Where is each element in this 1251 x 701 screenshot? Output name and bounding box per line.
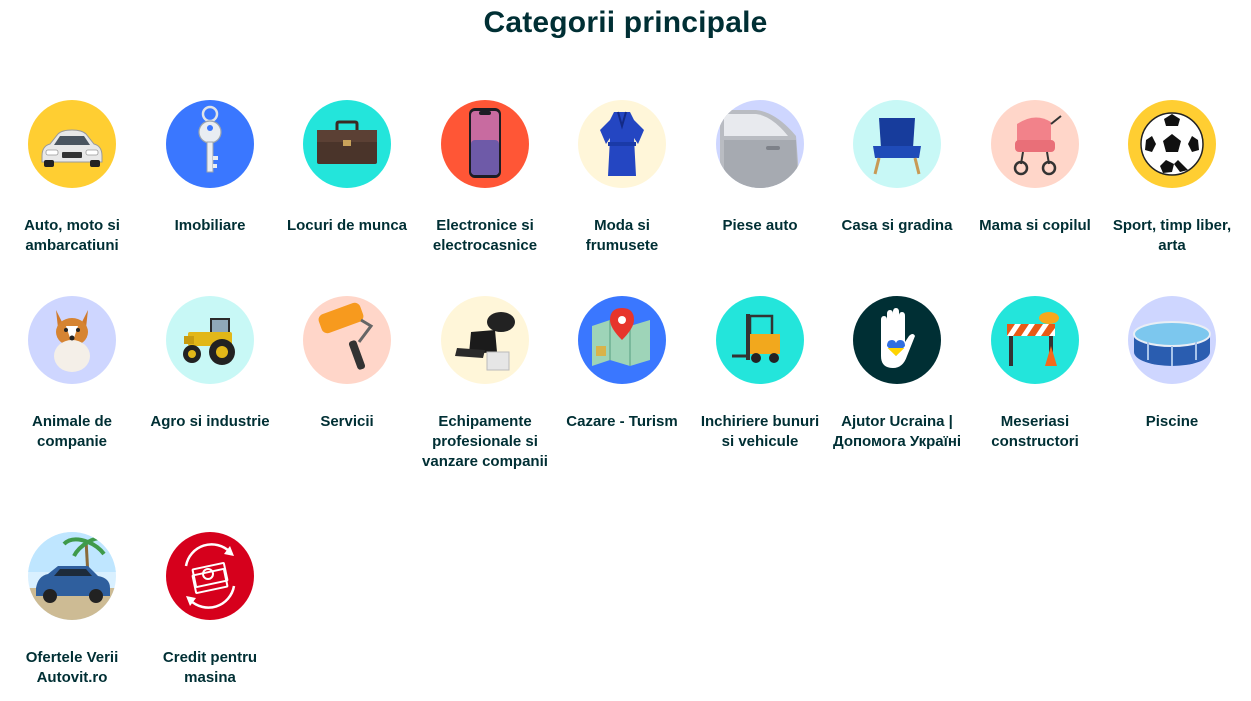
- category-label: Credit pentru masina: [162, 649, 258, 686]
- category-echipamente[interactable]: [419, 296, 551, 472]
- car-icon: [28, 100, 116, 188]
- dress-icon: [578, 100, 666, 188]
- category-mama-copilul[interactable]: [969, 100, 1101, 236]
- category-inchiriere[interactable]: [694, 296, 826, 452]
- pool-icon: [1128, 296, 1216, 384]
- category-label: Ofertele Verii Autovit.ro: [25, 649, 119, 686]
- category-label: Agro si industrie: [150, 413, 270, 430]
- category-label: Sport, timp liber, arta: [1112, 217, 1232, 254]
- category-auto[interactable]: [6, 100, 138, 256]
- category-ofertele-verii[interactable]: [6, 532, 138, 688]
- category-label: Mama si copilul: [979, 217, 1091, 234]
- soccer-ball-icon: [1128, 100, 1216, 188]
- category-electronice[interactable]: [419, 100, 551, 256]
- category-label: Auto, moto si ambarcatiuni: [24, 217, 120, 254]
- category-moda[interactable]: [556, 100, 688, 256]
- category-cazare-turism[interactable]: [556, 296, 688, 432]
- forklift-icon: [716, 296, 804, 384]
- category-piese-auto[interactable]: [694, 100, 826, 236]
- category-label: Meseriasi constructori: [991, 413, 1079, 450]
- suv-palm-icon: [28, 532, 116, 620]
- category-label: Animale de companie: [31, 413, 113, 450]
- smartphone-icon: [441, 100, 529, 188]
- key-icon: [166, 100, 254, 188]
- category-locuri-de-munca[interactable]: [281, 100, 413, 236]
- category-imobiliare[interactable]: [144, 100, 276, 236]
- salon-chair-icon: [441, 296, 529, 384]
- category-label: Locuri de munca: [286, 217, 408, 234]
- category-label: Inchiriere bunuri si vehicule: [700, 413, 820, 450]
- category-label: Electronice si electrocasnice: [432, 217, 538, 254]
- category-label: Echipamente profesionale si vanzare companii: [422, 413, 548, 470]
- category-meseriasi[interactable]: [969, 296, 1101, 452]
- page-title: Categorii principale: [483, 6, 768, 39]
- category-servicii[interactable]: [281, 296, 413, 432]
- category-credit-masina[interactable]: [144, 532, 276, 688]
- tractor-icon: [166, 296, 254, 384]
- stroller-icon: [991, 100, 1079, 188]
- road-barrier-icon: [991, 296, 1079, 384]
- category-label: Moda si frumusete: [585, 217, 659, 254]
- category-label: Casa si gradina: [841, 217, 953, 234]
- briefcase-icon: [303, 100, 391, 188]
- category-ajutor-ucraina[interactable]: [831, 296, 963, 452]
- category-label: Ajutor Ucraina | Допомога Україні: [832, 413, 962, 450]
- category-agro[interactable]: [144, 296, 276, 432]
- category-label: Piese auto: [722, 217, 798, 234]
- category-label: Servicii: [320, 413, 374, 430]
- category-label: Cazare - Turism: [566, 413, 678, 430]
- category-casa-gradina[interactable]: [831, 100, 963, 236]
- car-door-icon: [716, 100, 804, 188]
- category-sport[interactable]: [1106, 100, 1238, 256]
- category-label: Piscine: [1145, 413, 1199, 430]
- category-piscine[interactable]: [1106, 296, 1238, 432]
- category-animale[interactable]: [6, 296, 138, 452]
- money-cycle-icon: [166, 532, 254, 620]
- category-label: Imobiliare: [174, 217, 246, 234]
- raised-hand-heart-icon: [853, 296, 941, 384]
- dog-icon: [28, 296, 116, 384]
- map-pin-icon: [578, 296, 666, 384]
- armchair-icon: [853, 100, 941, 188]
- paint-roller-icon: [303, 296, 391, 384]
